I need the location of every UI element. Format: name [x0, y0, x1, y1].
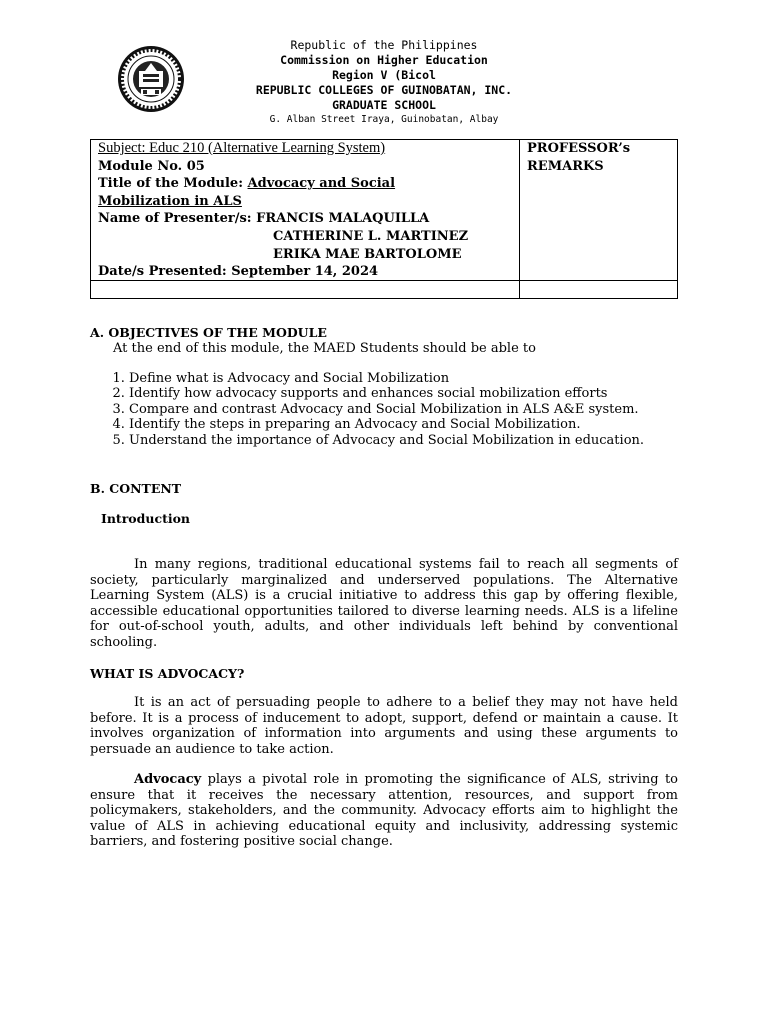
- module-title-line: [98, 175, 428, 210]
- list-item: 4. Identify the steps in preparing an Advocacy and Social Mobilization.: [129, 417, 699, 432]
- advocacy-paragraph-2-text: plays a pivotal role in promoting the significance of ALS, striving to ensure that it receives the necessary attention, resources, and support from policymakers, stakeholders, and the community. Advocacy efforts aim to highlight the value of ALS in achieving educational equity and inclusivity, addressing systemic barriers, and fostering positive social change.: [90, 772, 678, 850]
- table-vertical-divider: [519, 140, 520, 299]
- module-number: Module No. 05: [98, 158, 205, 174]
- objectives-list: [90, 371, 699, 448]
- list-item: 2. Identify how advocacy supports and enhances social mobilization efforts: [129, 386, 699, 401]
- introduction-paragraph: In many regions, traditional educational systems fail to reach all segments of society, particularly marginalized and underserved populations. The Alternative Learning System (ALS) is a crucial initiative to address this gap by offering flexible, accessible educational opportunities tailored to diverse learning needs. ALS is a lifeline for out-of-school youth, adults, and other individuals left behind by conventional schooling.: [90, 557, 678, 650]
- professor-remarks-heading: PROFESSOR’s REMARKS: [527, 141, 631, 174]
- objectives-intro: At the end of this module, the MAED Students should be able to: [113, 341, 536, 356]
- presenter-2: CATHERINE L. MARTINEZ: [273, 228, 469, 244]
- list-item: 3. Compare and contrast Advocacy and Social Mobilization in ALS A&E system.: [129, 402, 699, 417]
- date-presented: Date/s Presented: September 14, 2024: [98, 264, 379, 280]
- college-seal-logo: [117, 45, 185, 113]
- header-address: G. Alban Street Iraya, Guinobatan, Albay: [269, 114, 499, 125]
- advocacy-paragraph-2: [90, 772, 678, 850]
- presenter-3: ERIKA MAE BARTOLOME: [273, 246, 462, 262]
- presenter-1: FRANCIS MALAQUILLA: [256, 211, 430, 227]
- presenters-line: [98, 210, 468, 228]
- presenters-label: Name of Presenter/s:: [98, 211, 257, 227]
- module-info-cell: [98, 140, 468, 281]
- what-is-advocacy-heading: WHAT IS ADVOCACY?: [90, 666, 245, 681]
- advocacy-paragraph-1: It is an act of persuading people to adhere to a belief they may not have held before. It is a process of inducement to adopt, support, defend or maintain a cause. It involves organization of information into arguments and using these arguments to persuade an audience to take action.: [90, 695, 720, 757]
- content-heading: B. CONTENT: [90, 481, 182, 496]
- objectives-heading: A. OBJECTIVES OF THE MODULE: [90, 325, 327, 340]
- module-title-value: Advocacy and Social Mobilization in ALS: [98, 176, 396, 209]
- list-item: 5. Understand the importance of Advocacy and Social Mobilization in education.: [129, 433, 699, 448]
- module-title-label: Title of the Module:: [98, 176, 248, 192]
- header-college: REPUBLIC COLLEGES OF GUINOBATAN, INC.: [255, 83, 513, 97]
- advocacy-bold-term: Advocacy: [134, 772, 202, 787]
- header-republic: Republic of the Philippines: [290, 38, 478, 52]
- header-region: Region V (Bicol: [332, 68, 436, 82]
- subject-line: Subject: Educ 210 (Alternative Learning System): [98, 140, 386, 156]
- header-commission: Commission on Higher Education: [280, 53, 488, 67]
- list-item: 1. Define what is Advocacy and Social Mobilization: [129, 371, 699, 386]
- module-info-table: [90, 139, 678, 299]
- header-graduate-school: GRADUATE SCHOOL: [332, 98, 436, 112]
- introduction-heading: Introduction: [101, 511, 191, 526]
